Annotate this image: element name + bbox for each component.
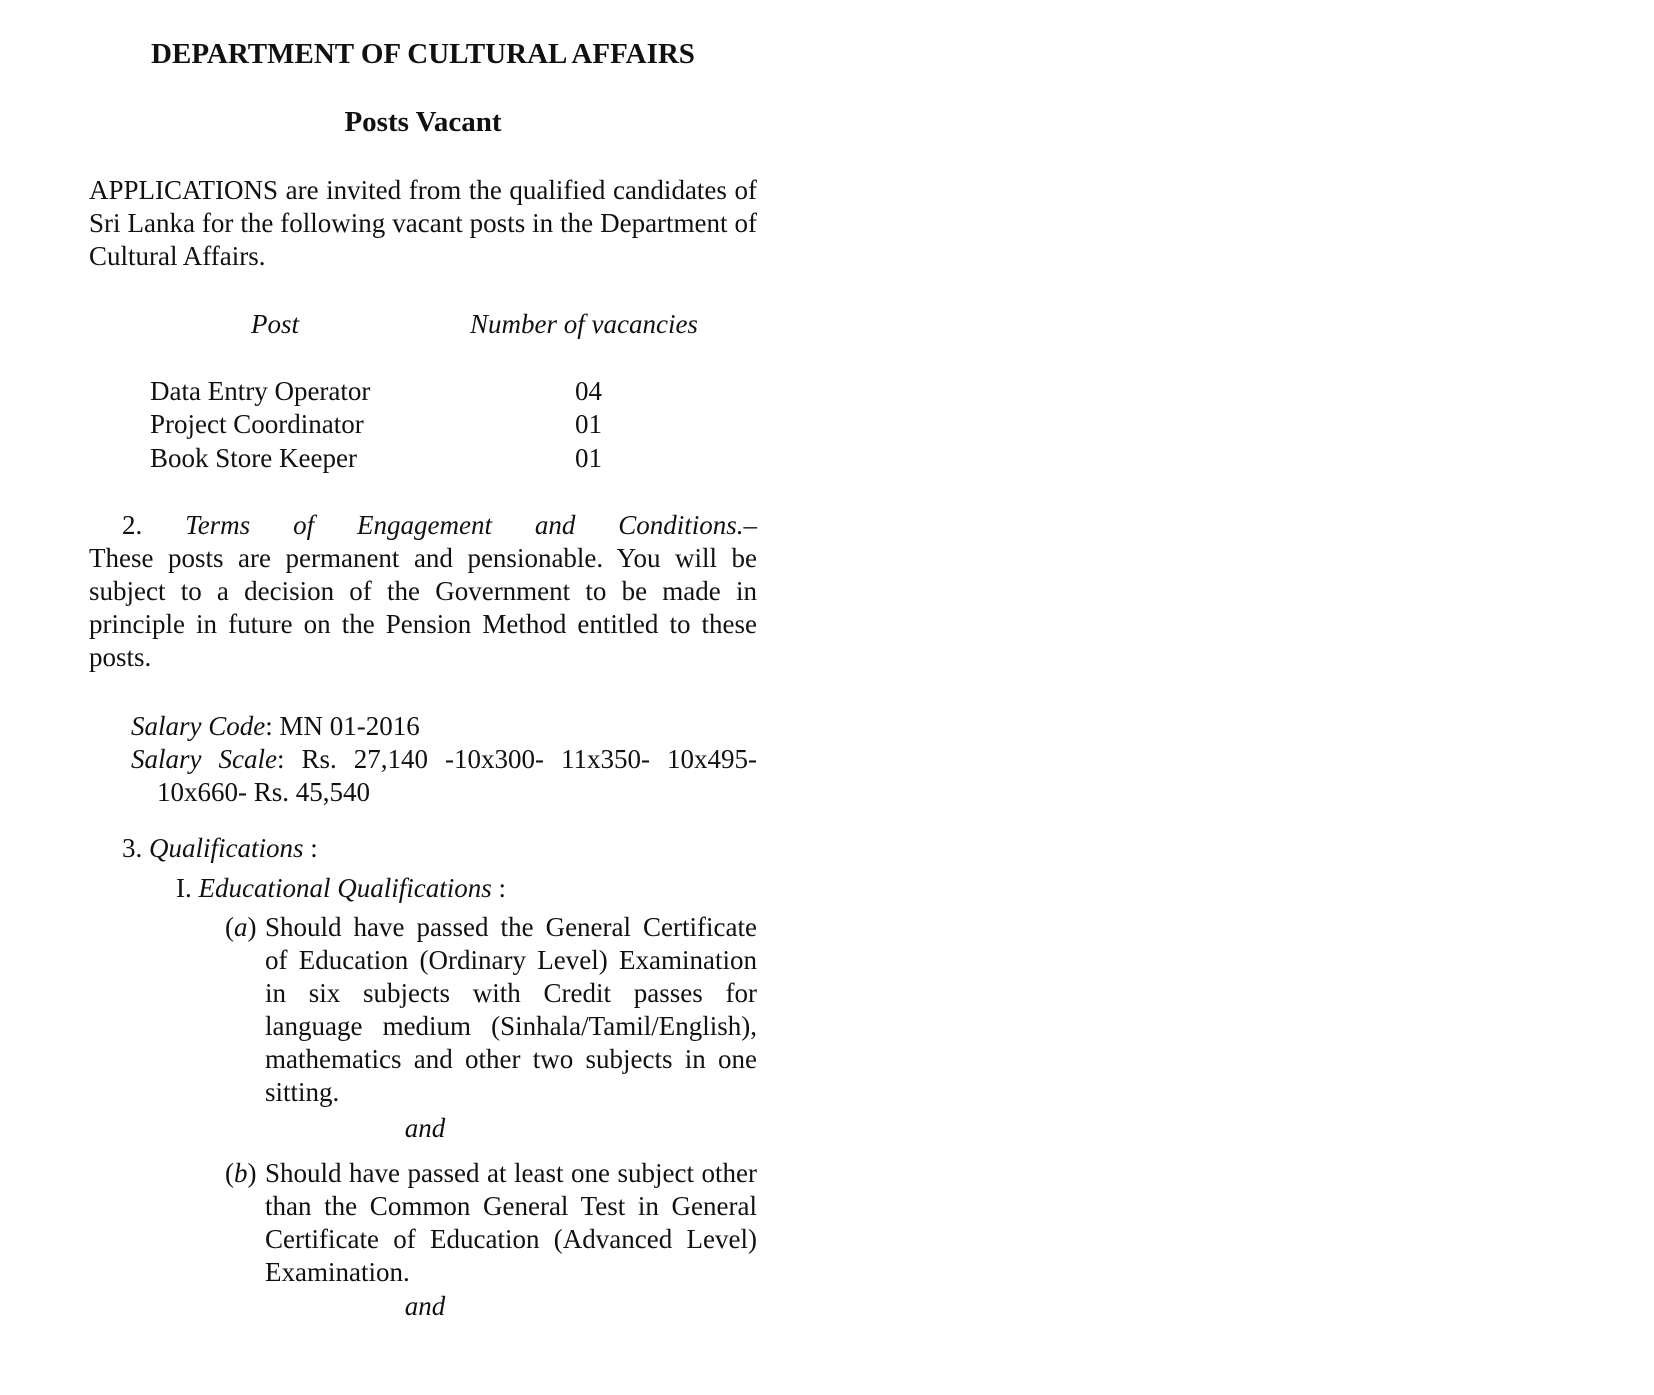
item-a-text: Should have passed the General Certificate of Education (Ordinary Level) Examination in six subjects with Credit passes for language medium (Sinhala/Tamil/English), mathematics and other two subjects in one sitting. <box>265 912 757 1107</box>
page-title: Posts Vacant <box>344 106 502 138</box>
salary-code-label: Salary Code <box>131 711 266 741</box>
item-a-letter: a <box>234 912 248 942</box>
salary-scale-label: Salary Scale <box>131 744 277 774</box>
salary-code-line <box>131 710 757 743</box>
section-3-heading <box>122 832 318 865</box>
item-b-letter: b <box>234 1158 248 1188</box>
educational-qualifications-heading <box>176 872 506 905</box>
sub-number: I. <box>176 873 192 903</box>
sub-title: Educational Qualifications <box>198 873 492 903</box>
item-a-label: (a) <box>225 912 257 942</box>
table-row-vacancies: 01 <box>575 409 602 439</box>
section-2-number: 2. <box>122 510 143 540</box>
salary-scale-value: : Rs. 27,140 -10x300- 11x350- 10x495- <box>276 744 758 774</box>
table-row-vacancies: 01 <box>575 443 602 473</box>
salary-code-value: : MN 01-2016 <box>265 711 420 741</box>
section-2-body: These posts are permanent and pensionable. You will be subject to a decision of the Government to be made in principle in future on the Pension Method entitled to these posts. <box>89 543 757 672</box>
intro-paragraph: APPLICATIONS are invited from the qualified candidates of Sri Lanka for the following vacant posts in the Department of Cultural Affairs. <box>89 175 757 271</box>
item-b-label: (b) <box>225 1158 257 1188</box>
table-header-vacancies: Number of vacancies <box>470 309 698 339</box>
table-row-post: Project Coordinator <box>150 409 364 439</box>
conjunction-and: and <box>404 1113 446 1143</box>
section-3-title-suffix: : <box>303 833 318 863</box>
table-header-post: Post <box>251 309 300 339</box>
salary-scale-continuation: 10x660- Rs. 45,540 <box>157 777 371 807</box>
section-2-title: Terms of Engagement and Conditions.– <box>185 510 757 540</box>
section-3-number: 3. <box>122 833 143 863</box>
section-2-heading <box>122 509 757 542</box>
department-heading: DEPARTMENT OF CULTURAL AFFAIRS <box>151 38 695 70</box>
table-row-post: Data Entry Operator <box>150 376 371 406</box>
sub-title-suffix: : <box>491 873 506 903</box>
table-row-post: Book Store Keeper <box>150 443 357 473</box>
conjunction-and: and <box>404 1291 446 1321</box>
table-row-vacancies: 04 <box>575 376 602 406</box>
salary-scale-line <box>131 743 757 776</box>
item-b-text: Should have passed at least one subject other than the Common General Test in General Certificate of Education (Advanced Level) Examination. <box>265 1158 757 1287</box>
section-3-title: Qualifications <box>149 833 304 863</box>
